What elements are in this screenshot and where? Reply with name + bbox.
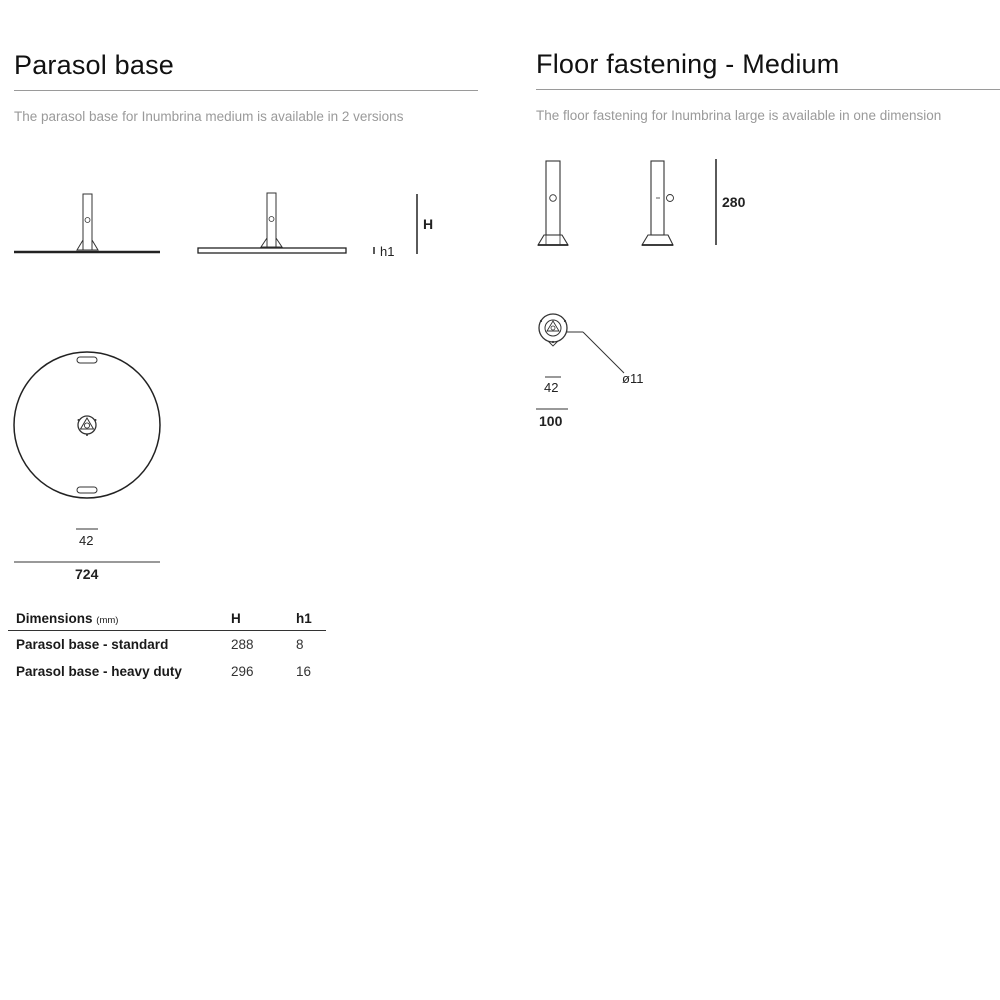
- table-header-H: H: [231, 610, 241, 626]
- label-h1: h1: [380, 244, 395, 259]
- row-H: 296: [231, 664, 254, 679]
- floor-fastening-subtitle: The floor fastening for Inumbrina large is available in one dimension: [536, 108, 942, 123]
- dim-inner-42-fastening: 42: [544, 380, 559, 395]
- parasol-base-subtitle: The parasol base for Inumbrina medium is available in 2 versions: [14, 109, 404, 124]
- dim-inner-42: 42: [79, 533, 94, 548]
- parasol-base-title: Parasol base: [14, 50, 174, 80]
- label-H: H: [423, 216, 434, 232]
- dim-diameter-724: 724: [75, 566, 99, 582]
- floor-fastening-title: Floor fastening - Medium: [536, 49, 840, 79]
- dim-height-280: 280: [722, 194, 746, 210]
- row-H: 288: [231, 637, 254, 652]
- row-h1: 16: [296, 664, 312, 679]
- row-name: Parasol base - standard: [16, 637, 169, 652]
- row-h1: 8: [296, 637, 304, 652]
- table-header-dimensions: Dimensions (mm): [16, 610, 119, 626]
- dim-hole-diameter: ø11: [622, 371, 644, 386]
- table-header-h1: h1: [296, 610, 312, 626]
- dim-outer-100: 100: [539, 413, 563, 429]
- row-name: Parasol base - heavy duty: [16, 664, 182, 679]
